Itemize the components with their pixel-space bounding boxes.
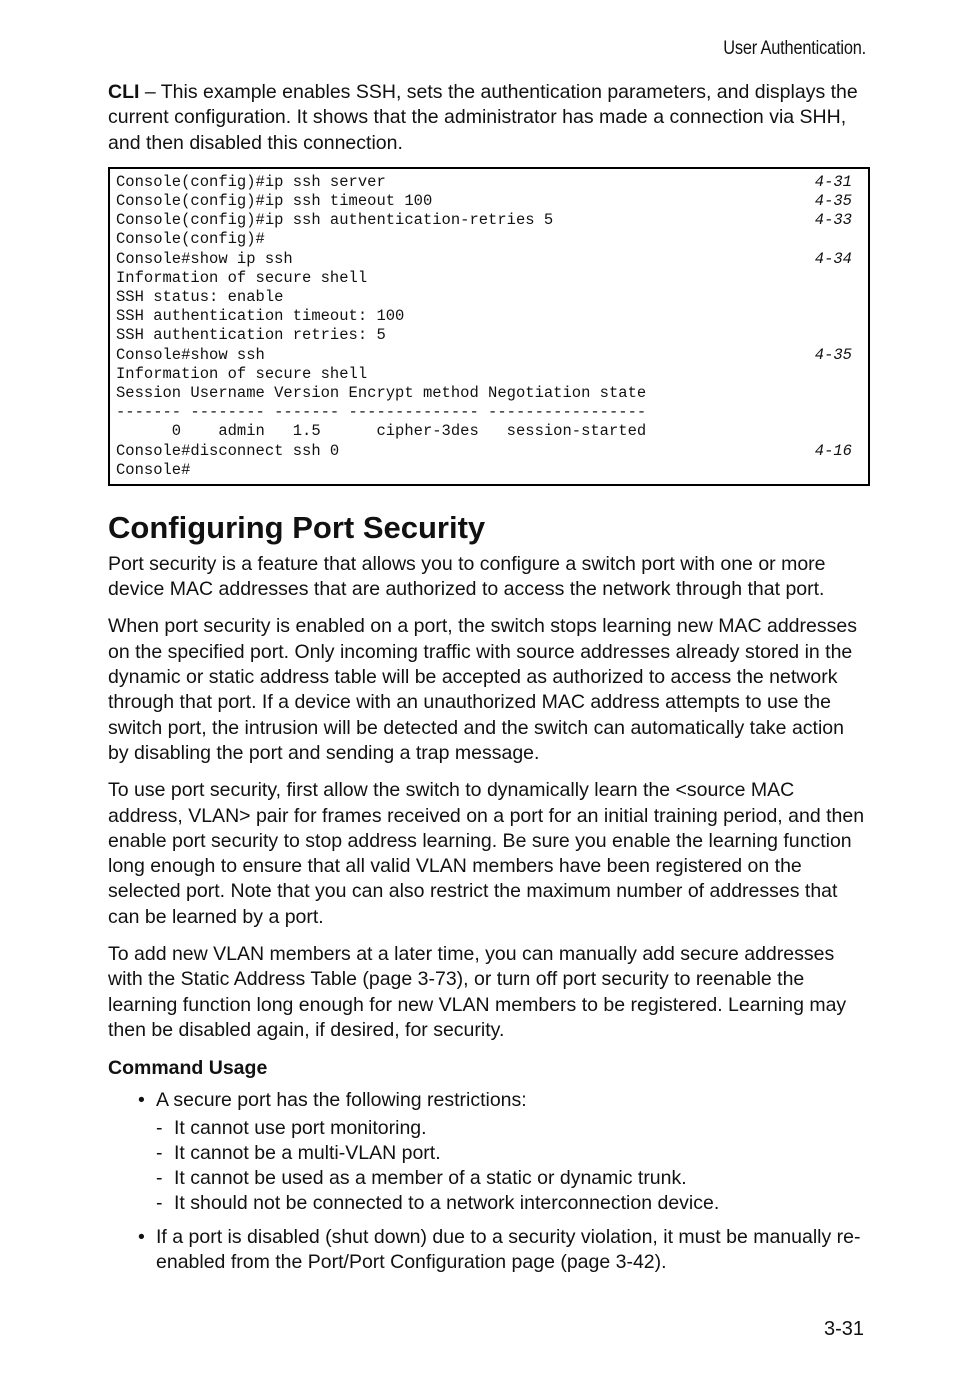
list-item — [108, 1225, 868, 1276]
intro-text: – This example enables SSH, sets the authentication parameters, and displays the current configuration. It shows that the administrator has made a connection via SHH, and then disabled this connection. — [108, 81, 858, 154]
code-line — [116, 326, 852, 345]
code-line — [116, 403, 852, 422]
dash-icon: - — [156, 1167, 163, 1190]
code-page-ref: 4-16 — [814, 441, 852, 460]
code-text: Console(config)# — [116, 230, 265, 249]
page-content — [108, 80, 868, 1283]
code-line — [116, 346, 852, 365]
code-line — [116, 422, 852, 441]
list-item — [108, 1088, 868, 1216]
dash-icon: - — [156, 1116, 163, 1139]
command-usage-list — [108, 1088, 868, 1275]
code-line — [116, 442, 852, 461]
bullet-text: If a port is disabled (shut down) due to a security violation, it must be manually re-enabled from the Port/Port Configuration page (page 3-42). — [156, 1225, 861, 1274]
paragraph-overview: Port security is a feature that allows you to configure a switch port with one or more device MAC addresses that are authorized to access the network through that port. — [108, 552, 826, 601]
code-text: SSH authentication timeout: 100 — [116, 307, 405, 326]
paragraph-usage: To use port security, first allow the switch to dynamically learn the <source MAC address, VLAN> pair for frames received on a port for an initial training period, and then enable port security to stop address learning. Be sure you enable the learning function long enough to ensure that all valid VLAN members have been registered on the selected port. Note that you can also restrict the maximum number of addresses that can be learned by a port. — [108, 779, 865, 928]
restriction-text: It should not be connected to a network interconnection device. — [174, 1192, 720, 1215]
code-line — [116, 307, 852, 326]
code-text: Information of secure shell — [116, 268, 368, 287]
code-page-ref: 4-31 — [814, 172, 852, 191]
intro-lead: CLI — [108, 81, 140, 103]
code-line — [116, 211, 852, 230]
list-item — [156, 1166, 868, 1191]
code-text: Console#show ssh — [116, 345, 265, 364]
code-page-ref: 4-35 — [814, 192, 852, 211]
code-text: Information of secure shell — [116, 364, 368, 383]
code-text: Console(config)#ip ssh server — [116, 172, 386, 191]
code-line — [116, 192, 852, 211]
list-item — [156, 1191, 868, 1216]
code-text: Console(config)#ip ssh timeout 100 — [116, 192, 433, 211]
dash-icon: - — [156, 1141, 163, 1164]
command-usage-heading: Command Usage — [108, 1057, 268, 1080]
restriction-list — [156, 1116, 868, 1217]
code-line — [116, 250, 852, 269]
code-page-ref: 4-35 — [814, 345, 852, 364]
bullet-icon: • — [138, 1225, 145, 1248]
cli-example-box — [108, 167, 870, 486]
restriction-text: It cannot be a multi-VLAN port. — [174, 1141, 441, 1164]
code-text: Console# — [116, 460, 191, 479]
code-line — [116, 384, 852, 403]
code-text: SSH authentication retries: 5 — [116, 326, 386, 345]
restriction-text: It cannot be used as a member of a static or dynamic trunk. — [174, 1167, 687, 1190]
bullet-icon: • — [138, 1089, 145, 1112]
list-item — [156, 1141, 868, 1166]
code-page-ref: 4-33 — [814, 211, 852, 230]
paragraph-vlan-members: To add new VLAN members at a later time, you can manually add secure addresses with the Static Address Table (page 3-73), or turn off port security to reenable the learning function long enough for new VLAN members to be registered. Learning may then be disabled again, if desired, for security. — [108, 943, 847, 1041]
running-header: User Authentication. — [723, 38, 866, 59]
section-title: Configuring Port Security — [108, 509, 486, 545]
code-text: ------- -------- ------- -------------- ----------------- — [116, 403, 647, 422]
code-line — [116, 288, 852, 307]
page-number: 3-31 — [823, 1318, 864, 1340]
code-text: 0 admin 1.5 cipher-3des session-started — [116, 422, 647, 441]
restriction-text: It cannot use port monitoring. — [174, 1116, 427, 1139]
list-item — [156, 1116, 868, 1141]
code-line — [116, 173, 852, 192]
code-line — [116, 269, 852, 288]
code-text: Console#show ip ssh — [116, 249, 293, 268]
code-text: Session Username Version Encrypt method Negotiation state — [116, 383, 647, 402]
code-line — [116, 461, 852, 480]
paragraph-learning: When port security is enabled on a port, the switch stops learning new MAC addresses on the specified port. Only incoming traffic with source addresses already stored in the dynamic or static address table will be accepted as authorized to access the network through that port. If a device with an unauthorized MAC address attempts to use the switch port, the intrusion will be detected and the switch can automatically take action by disabling the port and sending a trap message. — [108, 615, 857, 764]
code-text: SSH status: enable — [116, 288, 284, 307]
code-text: Console(config)#ip ssh authentication-retries 5 — [116, 211, 554, 230]
code-line — [116, 365, 852, 384]
intro-paragraph — [108, 80, 868, 156]
bullet-text: A secure port has the following restrictions: — [156, 1089, 527, 1112]
code-page-ref: 4-34 — [814, 249, 852, 268]
code-text: Console#disconnect ssh 0 — [116, 441, 340, 460]
dash-icon: - — [156, 1192, 163, 1215]
code-line — [116, 230, 852, 249]
